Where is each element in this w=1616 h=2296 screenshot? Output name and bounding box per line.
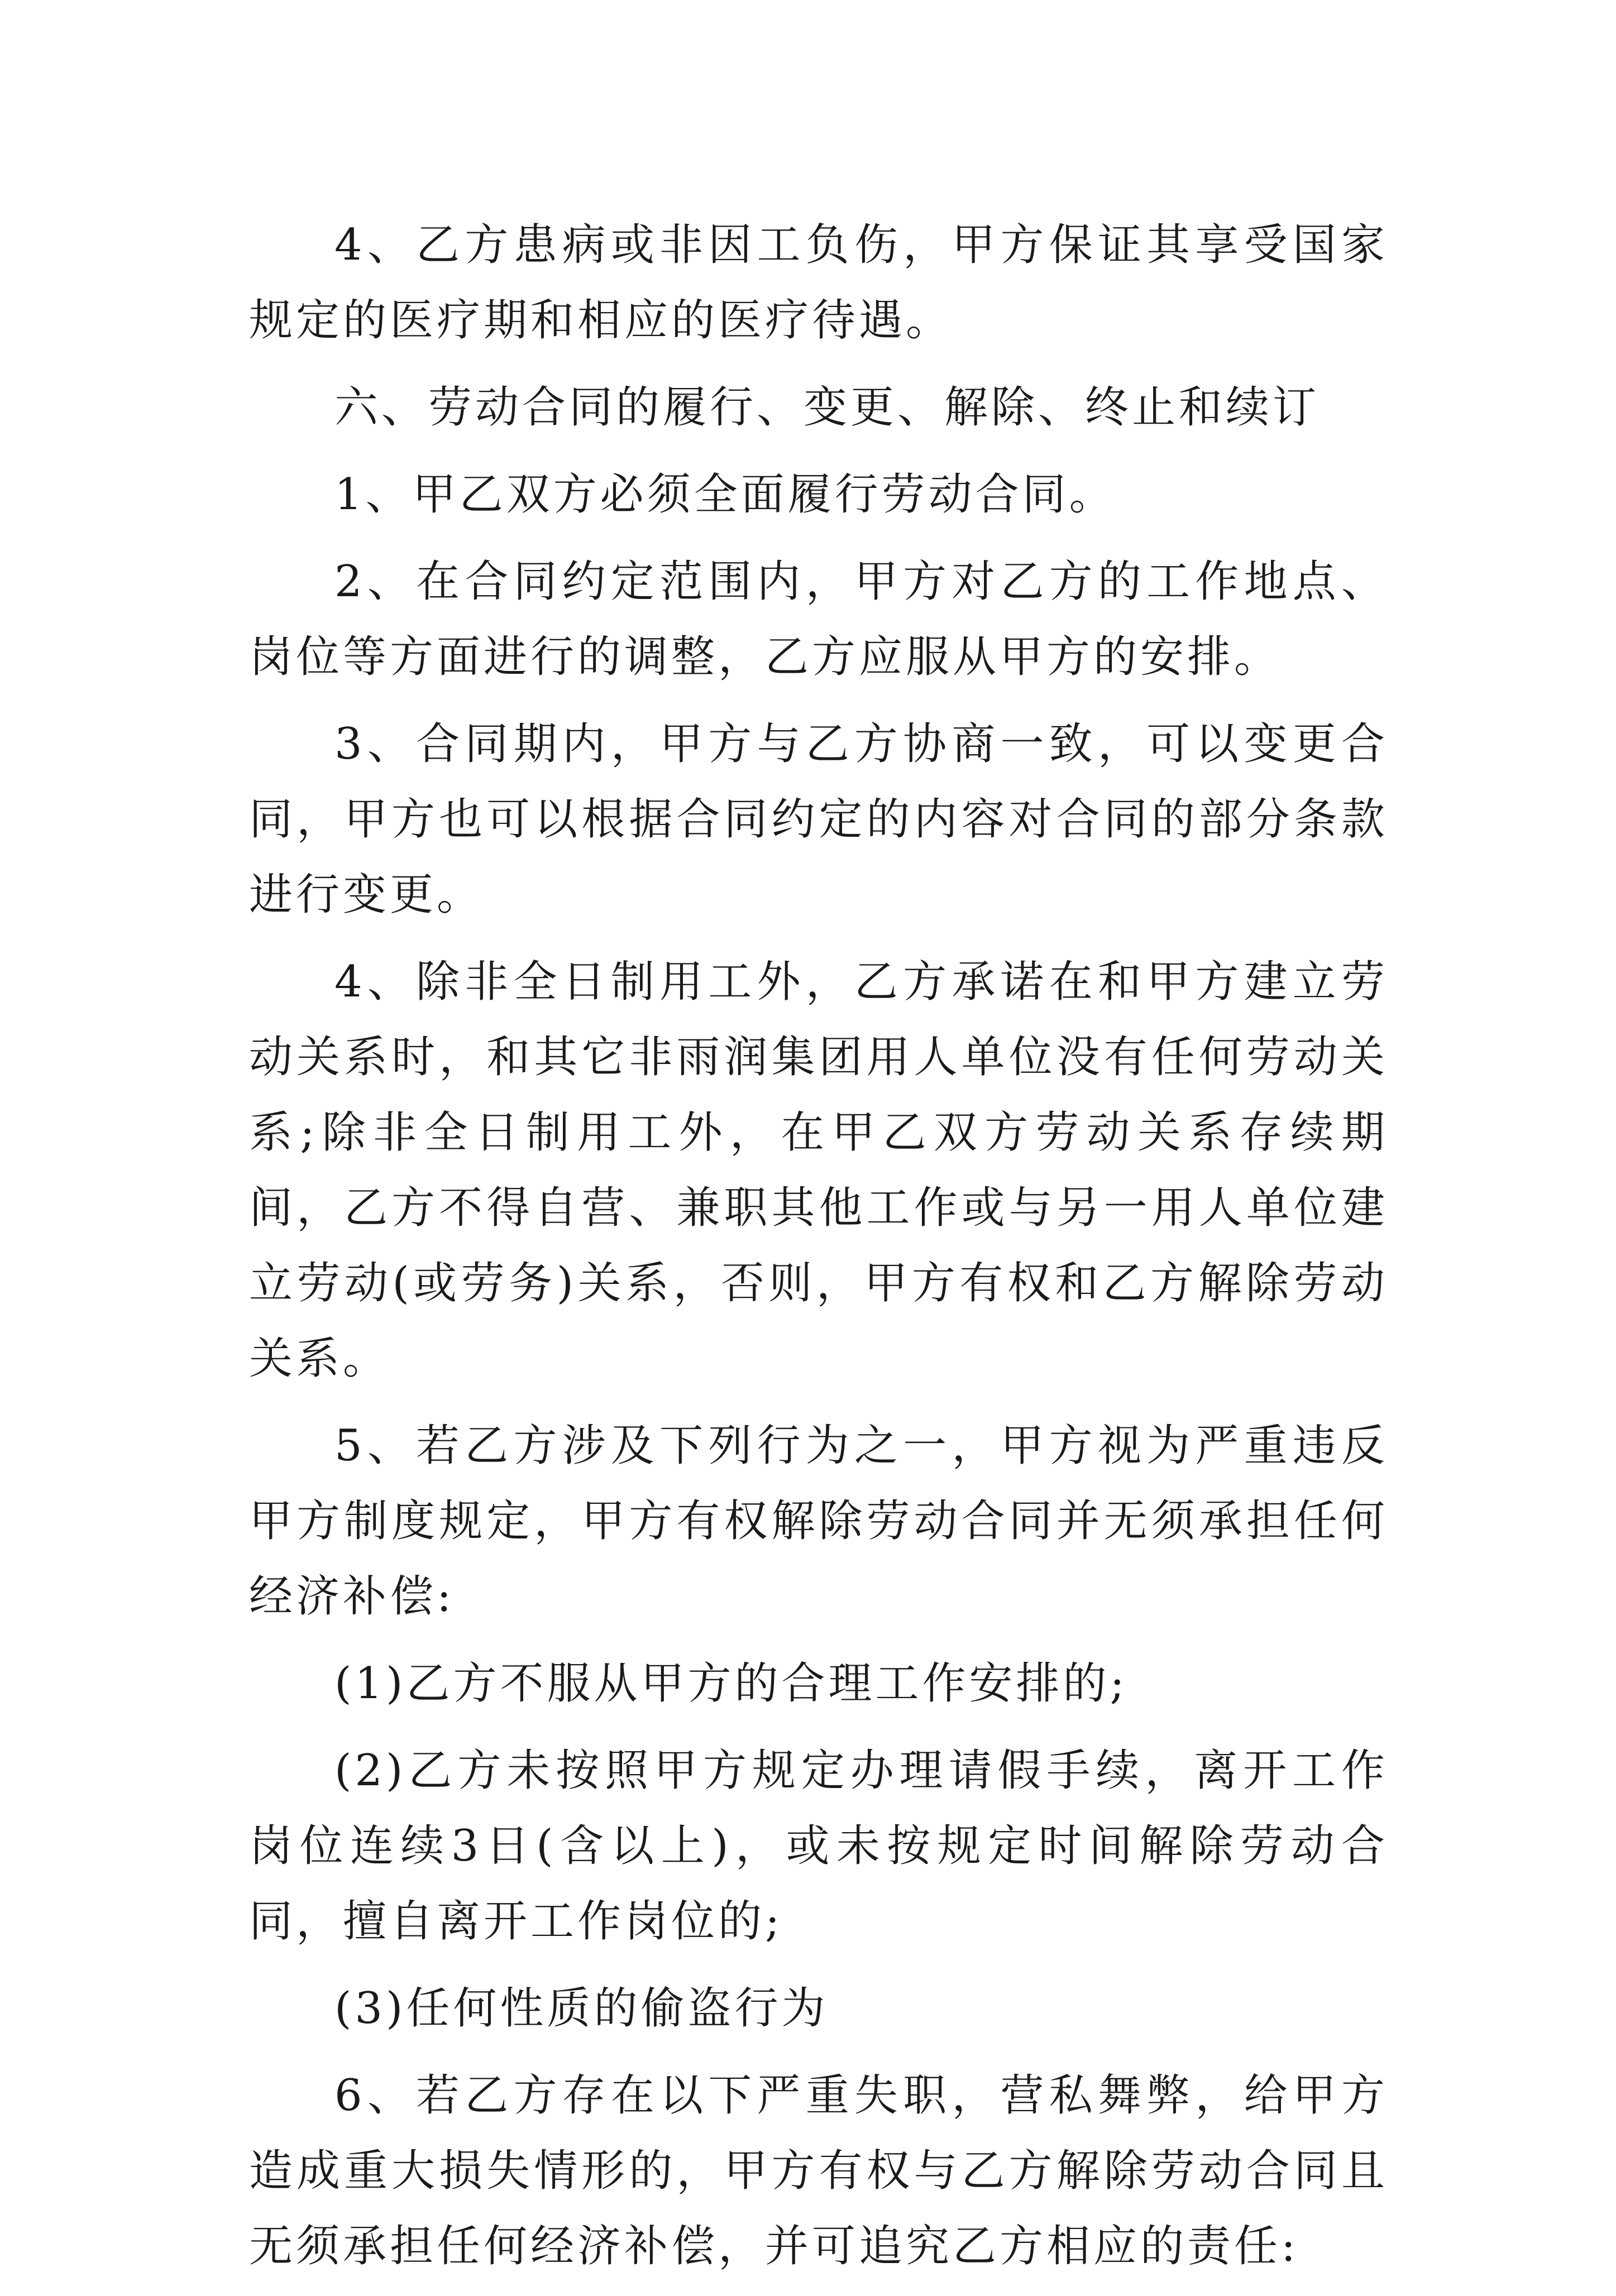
paragraph-clause-2: 2、在合同约定范围内，甲方对乙方的工作地点、岗位等方面进行的调整，乙方应服从甲方的安排。 [249,557,1388,682]
paragraph-sick-leave: 4、乙方患病或非因工负伤，甲方保证其享受国家规定的医疗期和相应的医疗待遇。 [249,220,1388,346]
document-body [249,208,1388,2296]
sub-item-2: (2)乙方未按照甲方规定办理请假手续，离开工作岗位连续3日(含以上)，或未按规定时间解除劳动合同，擅自离开工作岗位的; [249,1746,1388,1947]
section-heading-contract-performance: 六、劳动合同的履行、变更、解除、终止和续订 [334,382,1320,433]
sub-item-1: (1)乙方不服从甲方的合理工作安排的; [334,1659,1128,1709]
paragraph-clause-6: 6、若乙方存在以下严重失职，营私舞弊，给甲方造成重大损失情形的，甲方有权与乙方解除劳动合同且无须承担任何经济补偿，并可追究乙方相应的责任: [249,2070,1388,2271]
sub-item-3: (3)任何性质的偷盗行为 [334,1983,829,2034]
paragraph-clause-5: 5、若乙方涉及下列行为之一，甲方视为严重违反甲方制度规定，甲方有权解除劳动合同并无须承担任何经济补偿: [249,1421,1388,1622]
paragraph-clause-1: 1、甲乙双方必须全面履行劳动合同。 [334,469,1116,520]
paragraph-clause-3: 3、合同期内，甲方与乙方协商一致，可以变更合同，甲方也可以根据合同约定的内容对合同的部分条款进行变更。 [249,719,1388,920]
paragraph-clause-4: 4、除非全日制用工外，乙方承诺在和甲方建立劳动关系时，和其它非雨润集团用人单位没有任何劳动关系;除非全日制用工外，在甲乙双方劳动关系存续期间，乙方不得自营、兼职其他工作或与另一用人单位建立劳动(或劳务)关系，否则，甲方有权和乙方解除劳动关系。 [249,957,1388,1384]
